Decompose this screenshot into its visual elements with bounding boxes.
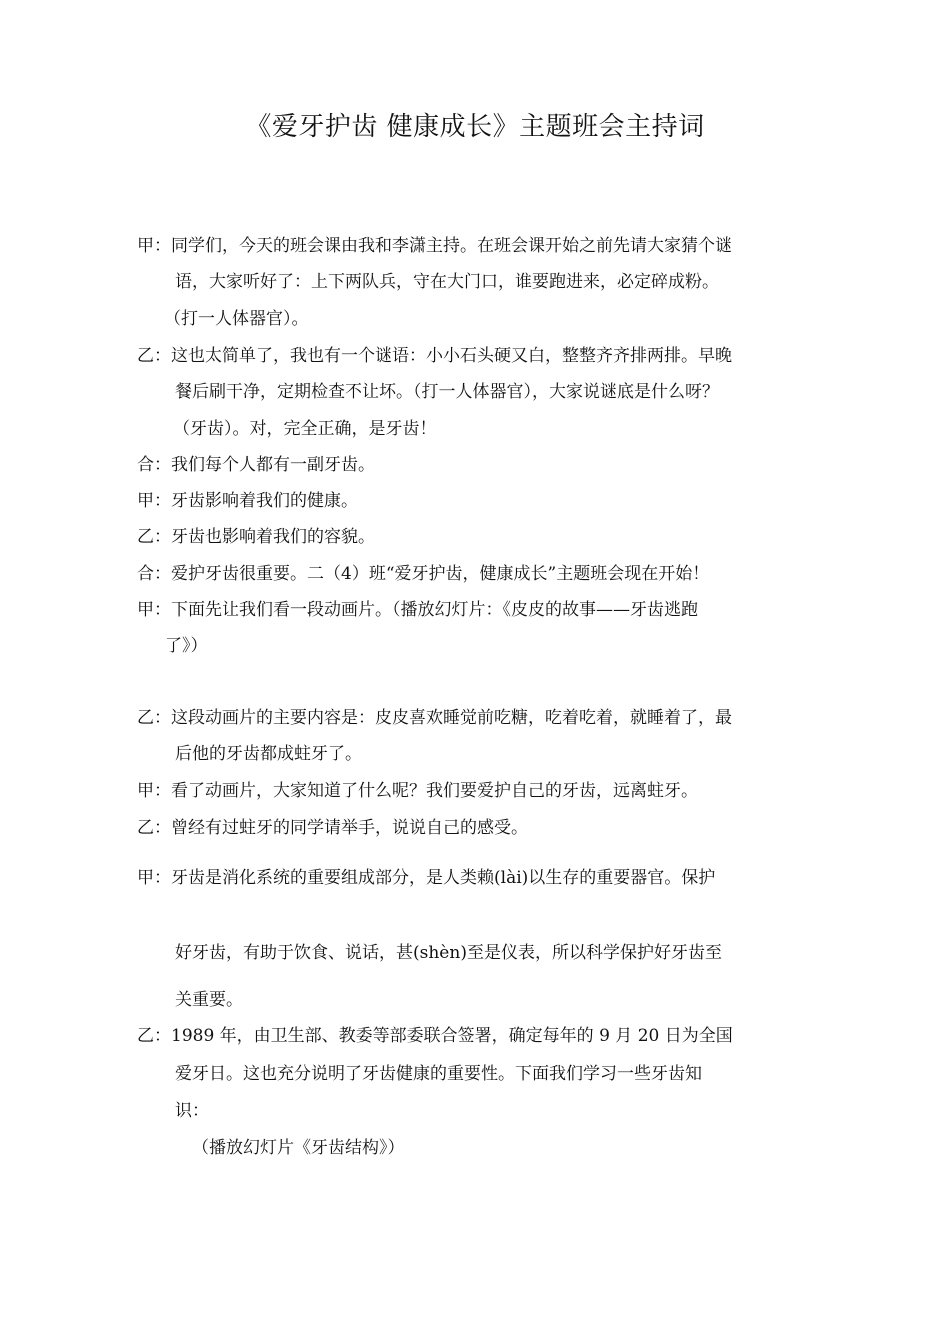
text-line: 乙：这也太简单了，我也有一个谜语：小小石头硬又白，整整齐齐排两排。早晚	[137, 346, 732, 366]
text-line: 合：爱护牙齿很重要。二（4）班“爱牙护齿，健康成长”主题班会现在开始！	[137, 564, 710, 584]
text-line: 乙：这段动画片的主要内容是：皮皮喜欢睡觉前吃糖，吃着吃着，就睡着了，最	[137, 708, 732, 728]
document-title: 《爱牙护齿 健康成长》主题班会主持词	[245, 112, 705, 142]
text-line: （牙齿）。对，完全正确，是牙齿！	[173, 419, 437, 439]
text-line: 甲：牙齿影响着我们的健康。	[137, 491, 358, 511]
text-line: 甲：看了动画片，大家知道了什么呢？我们要爱护自己的牙齿，远离蛀牙。	[137, 781, 698, 801]
text-line: 识：	[175, 1101, 209, 1121]
text-line: 乙：曾经有过蛀牙的同学请举手，说说自己的感受。	[137, 818, 528, 838]
text-line: 后他的牙齿都成蛀牙了。	[175, 744, 362, 764]
text-line: 甲：下面先让我们看一段动画片。（播放幻灯片：《皮皮的故事——牙齿逃跑	[137, 600, 698, 620]
text-line: 乙：1989 年，由卫生部、教委等部委联合签署，确定每年的 9 月 20 日为全国	[137, 1026, 733, 1046]
text-line: 了》）	[165, 636, 208, 656]
text-line: 餐后刷干净，定期检查不让坏。（打一人体器官），大家说谜底是什么呀？	[175, 382, 719, 402]
text-line: 好牙齿，有助于饮食、说话，甚(shèn)至是仪表，所以科学保护好牙齿至	[175, 943, 722, 963]
text-line: 甲：牙齿是消化系统的重要组成部分，是人类赖(lài)以生存的重要器官。保护	[137, 868, 716, 888]
text-line: 爱牙日。这也充分说明了牙齿健康的重要性。下面我们学习一些牙齿知	[175, 1064, 702, 1084]
text-line: 甲：同学们，今天的班会课由我和李潇主持。在班会课开始之前先请大家猜个谜	[137, 236, 732, 256]
text-line: 合：我们每个人都有一副牙齿。	[137, 455, 375, 475]
text-line: （播放幻灯片《牙齿结构》）	[192, 1138, 405, 1158]
text-line: 关重要。	[175, 990, 243, 1010]
text-line: （打一人体器官）。	[164, 309, 309, 329]
text-line: 乙：牙齿也影响着我们的容貌。	[137, 527, 375, 547]
text-line: 语，大家听好了：上下两队兵，守在大门口，谁要跑进来，必定碎成粉。	[175, 272, 719, 292]
